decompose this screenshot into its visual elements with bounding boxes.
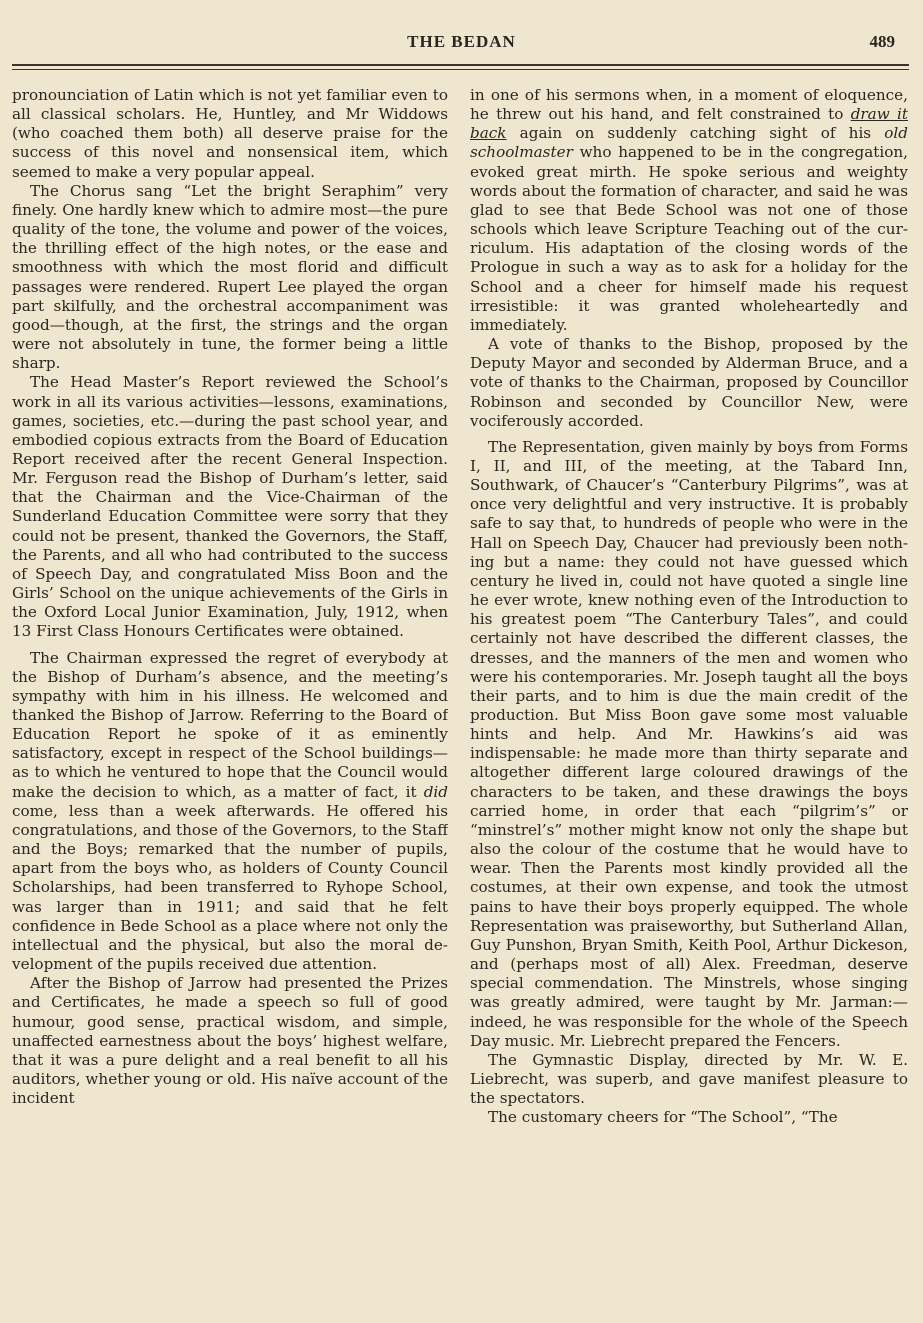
text-run: again on suddenly catching sight of his [519, 124, 872, 143]
paragraph: The Chorus sang “Let the bright Seraphim” very finely. One hardly knew which to admire most—the pure quality of the tone, the volume and power of the voices, the thrilling effect of the high notes, or the ease and smoothness with which the most florid and difficult passages were rendered. Rupert Lee played the organ part skilfully, and the orchestral accompaniment was good—though, at the first, the strings and the organ were not absolutely in tune, the former being a little sharp. [12, 181, 448, 373]
paragraph [12, 649, 448, 975]
page-number: 489 [869, 32, 895, 51]
paragraph [470, 86, 908, 335]
paragraph: After the Bishop of Jarrow had presented the Prizes and Certificates, he made a speech so full of good humour, good sense, practical wisdom, and simple, unaffected earnestness about the boys’ highest welfare, that it was a pure delight and a real benefit to all his auditors, whether young or old. His naïve account of the incident [12, 974, 448, 1108]
running-header [0, 30, 923, 60]
emphasis: did [423, 782, 448, 801]
emphasis: draw it back [470, 105, 908, 143]
journal-title: THE BEDAN [407, 32, 516, 51]
paragraph: The Head Master’s Report reviewed the School’s work in all its various activities—lessons, examinations, games, societies, etc.—during the past school year, and embodied copious extracts from the Board of Education Report received after the recent General Inspection. Mr. Ferguson read the Bishop of Durham’s letter, said that the Chairman and the Vice-Chairman of the Sunderland Education Committee were sorry that they could not be present, thanked the Governors, the Staff, the Parents, and all who had contributed to the success of Speech Day, and congratulated Miss Boon and the Girls’ School on the unique achievements of the Girls in the Oxford Local Junior Examination, July, 1912, when 13 First Class Honours Certificates were obtained. [12, 373, 448, 641]
header-rule-thick [12, 64, 909, 66]
paragraph: A vote of thanks to the Bishop, proposed by the Deputy Mayor and seconded by Alderman Bruce, and a vote of thanks to the Chairman, proposed by Councillor Robinson and seconded by Councillor New, were vociferously accorded. [470, 335, 908, 430]
right-column [470, 86, 908, 1301]
paragraph: pronounciation of Latin which is not yet familiar even to all classical scholars. He, Huntley, and Mr Widdows (who coached them both) all deserve praise for the success of this novel and nonsensical item, which seemed to make a very popular appeal. [12, 86, 448, 181]
text-run: who happened to be in the congregation, evoked great mirth. He spoke serious and weighty words about the formation of character, and said he was glad to see that Bede School was not one of those schools which leave Scripture Teaching out of the curriculum. His adaptation of the closing words of the Prologue in such a way as to ask for a holiday for the School and a cheer for himself made his request irresistible: it was granted wholeheartedly and immediately. [470, 143, 908, 334]
text-run: The Chairman expressed the regret of everybody at the Bishop of Durham’s absence, and the meeting’s sympathy with him in his illness. He welcomed and thanked the Bishop of Jarrow. Referring to the Board of Education Report he spoke of it as eminently satisfactory, except in respect of the School buildings—as to which he ventured to hope that the Council would make the decision to which, as a matter of fact, it [12, 648, 448, 801]
emphasis: old schoolmaster [470, 124, 908, 162]
paragraph: The customary cheers for “The School”, “The [488, 1108, 838, 1127]
paragraph: The Gymnastic Display, directed by Mr. W. E. Liebrecht, was superb, and gave manifest pleasure to the spectators. [470, 1050, 908, 1108]
text-run: in one of his sermons when, in a moment of eloquence, he threw out his hand, and felt constrained to [470, 86, 908, 124]
left-column [12, 86, 448, 1301]
header-rule-thin [12, 69, 909, 70]
text-run: come, less than a week afterwards. He offered his congratulations, and those of the Governors, to the Staff and the Boys; remarked that the number of pupils, apart from the boys who, as holders of County Council Scholarships, had been transferred to Ryhope School, was larger than in 1911; and said that he felt confidence in Bede School as a place where not only the intellectual and the physical, but also the moral development of the pupils received due attention. [12, 801, 448, 974]
paragraph: The Representation, given mainly by boys from Forms I, II, and III, of the meeting, at the Tabard Inn, Southwark, of Chaucer’s “Canterbury Pilgrims”, was at once very delightful and very instructive. It is probably safe to say that, to hundreds of people who were in the Hall on Speech Day, Chaucer had previously been nothing but a name: they could not have guessed which century he lived in, could not have quoted a single line he ever wrote, knew nothing even of the Introduction to his greatest poem “The Canterbury Tales”, and could certainly not have described the different classes, the dresses, and the manners of the men and women who were his contemporaries. Mr. Joseph taught all the boys their parts, and to him is due the main credit of the production. But Miss Boon gave some most valuable hints and help. And Mr. Hawkins’s aid was indispensable: he made more than thirty separate and altogether different large coloured drawings of the characters to be taken, and these drawings the boys carried home, in order that each “pilgrim’s” or “minstrel’s” mother might know not only the shape but also the colour of the costume that he would have to wear. Then the Parents most kindly provided all the costumes, at their own expense, and took the utmost pains to have their boys properly equipped. The whole Representation was praiseworthy, but Sutherland Allan, Guy Punshon, Bryan Smith, Keith Pool, Arthur Dickeson, and (perhaps most of all) Alex. Freedman, deserve special commendation. The Minstrels, whose singing was greatly admired, were taught by Mr. Jarman:—indeed, he was responsible for the whole of the Speech Day music. Mr. Liebrecht prepared the Fencers. [470, 437, 908, 1050]
